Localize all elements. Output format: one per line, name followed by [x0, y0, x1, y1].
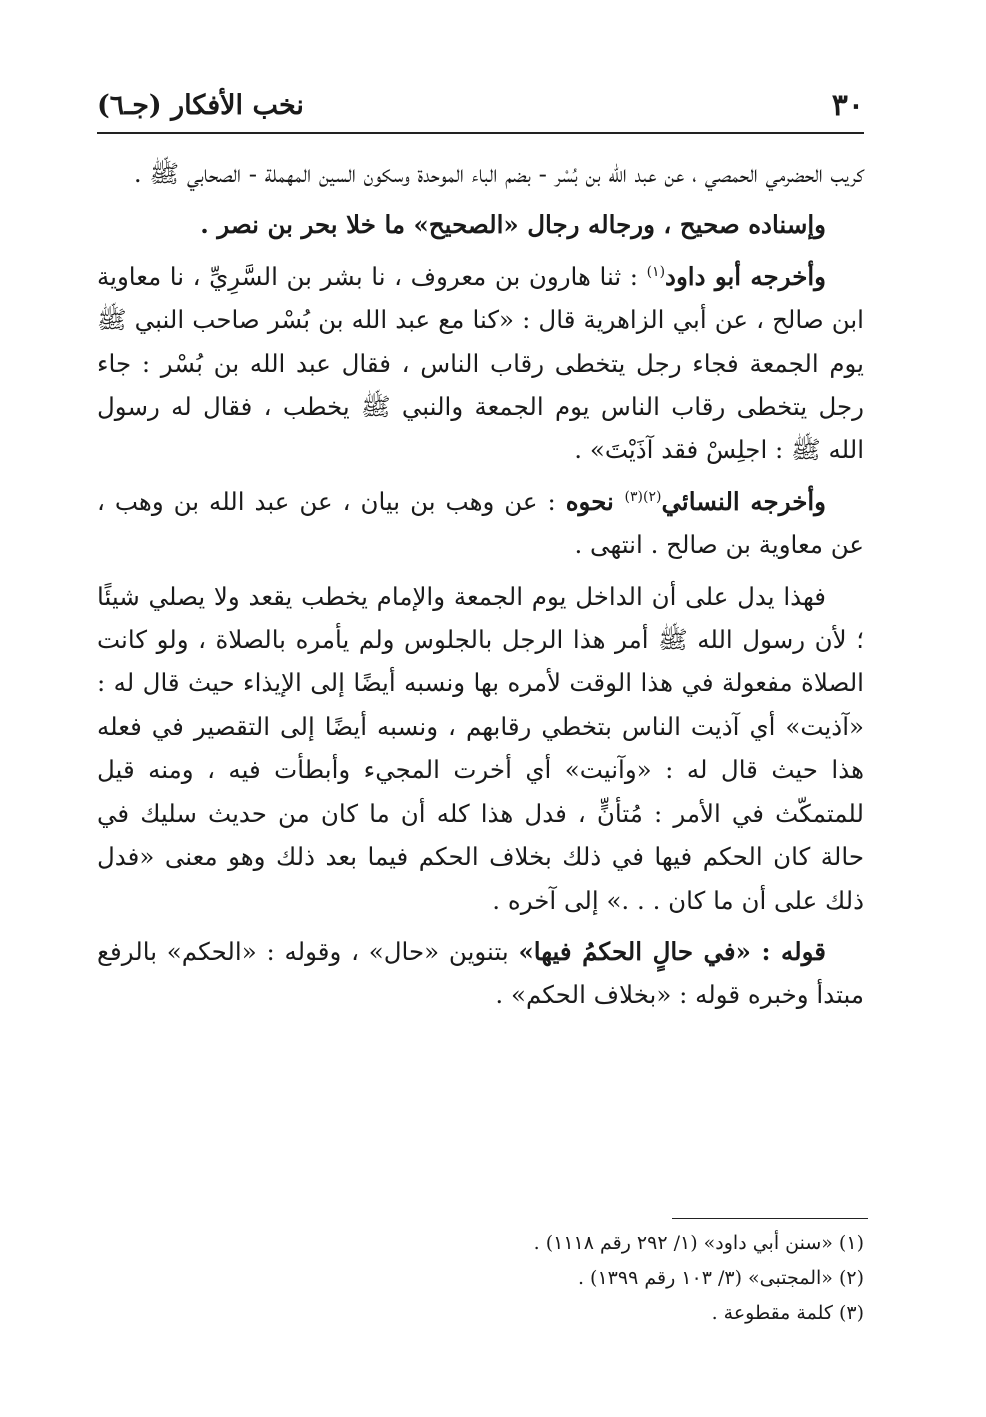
footnote-2: (٢) «المجتبى» (٣/ ١٠٣ رقم ١٣٩٩) .: [577, 1267, 864, 1289]
nasai-nahwahu: نحوه: [565, 486, 625, 516]
abu-dawud-lead: وأخرجه أبو داود: [665, 261, 826, 291]
running-title: نخب الأفكار (جـ٦): [97, 90, 304, 121]
footnote-rule: [672, 1218, 868, 1219]
main-text: [97, 152, 864, 1025]
paragraph-2: [97, 203, 864, 246]
footnote-ref-1: (١): [646, 263, 666, 280]
footnote-3: (٣) كلمة مقطوعة .: [711, 1302, 864, 1324]
abu-dawud-text: : ثنا هارون بن معروف ، نا بشر بن السَّرِيِّ ، نا معاوية ابن صالح ، عن أبي الزاهرية قال : «كنا مع عبد الله بن بُسْر صاحب النبي ﷺ يوم الجمعة فجاء رجل يتخطى رقاب الناس ، فقال عبد الله بن بُسْر : جاء رجل يتخطى رقاب الناس يوم الجمعة والنبي ﷺ يخطب ، فقال له رسول الله ﷺ : اجلِسْ فقد آذَيْتَ» .: [97, 261, 864, 465]
paragraph-5: فهذا يدل على أن الداخل يوم الجمعة والإمام يخطب يقعد ولا يصلي شيئًا ؛ لأن رسول الله ﷺ أمر هذا الرجل بالجلوس ولم يأمره بالصلاة ، ولو كانت الصلاة مفعولة في هذا الوقت لأمره بها ونسبه أيضًا إلى الإيذاء حيث قال له : «آذيت» أي آذيت الناس بتخطي رقابهم ، ونسبه أيضًا إلى التقصير في فعله هذا حيث قال له : «وآنيت» أي أخرت المجيء وأبطأت فيه ، ومنه قيل للمتمكّث في الأمر : مُتأنٍّ ، فدل هذا كله أن ما كان من حديث سليك في حالة كان الحكم فيها في ذلك بخلاف الحكم فيما بعد ذلك وهو معنى «فدل ذلك على أن ما كان . . .» إلى آخره .: [97, 581, 864, 915]
footnote-1: (١) «سنن أبي داود» (١/ ٢٩٢ رقم ١١١٨) .: [533, 1232, 864, 1254]
footnotes: [300, 1226, 864, 1331]
paragraph-6: [97, 930, 864, 1017]
footnote-ref-2-3: (٢)(٣): [624, 488, 662, 505]
header-rule: [97, 132, 864, 134]
page-number: ٣٠: [831, 88, 864, 123]
nasai-lead: وأخرجه النسائي: [661, 486, 826, 516]
qawluhu-lead: قوله : «في حالٍ الحكمُ فيها»: [518, 936, 826, 966]
paragraph-4: [97, 480, 864, 567]
page-header: [97, 84, 864, 128]
paragraph-1: كريب الحضرمي الحمصي ، عن عبد الله بن بُسْر - بضم الباء الموحدة وسكون السين المهملة - الصحابي ﷺ .: [133, 159, 864, 188]
qawluhu-text: بتنوين «حال» ، وقوله : «الحكم» بالرفع مبتدأ وخبره قوله : «بخلاف الحكم» .: [97, 936, 864, 1010]
nasai-text: : عن وهب بن بيان ، عن عبد الله بن وهب ، عن معاوية بن صالح . انتهى .: [97, 486, 864, 560]
paragraph-3: [97, 255, 864, 472]
isnad-statement: وإسناده صحيح ، ورجاله رجال «الصحيح» ما خلا بحر بن نصر .: [200, 210, 826, 240]
